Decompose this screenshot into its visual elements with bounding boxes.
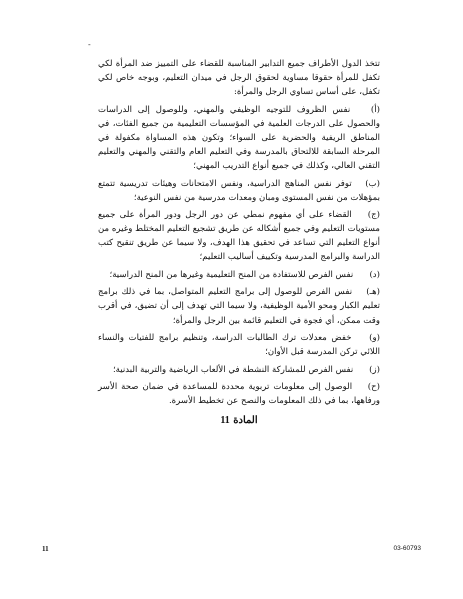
item-text: نفس الفرص للاستفادة من المنح التعليمية وغيرها من المنح الدراسية؛: [109, 269, 354, 280]
item-marker: (ز): [369, 364, 380, 375]
list-item: [98, 103, 380, 173]
item-marker: (د): [369, 269, 380, 280]
item-marker: (ح): [367, 382, 380, 393]
list-item: [98, 380, 380, 408]
list-item: [98, 208, 380, 264]
item-text: توفر نفس المناهج الدراسية، ونفس الامتحانات وهيئات تدريسية تتمتع بمؤهلات من نفس المستوى ومبان ومعدات مدرسية من نفس النوعية؛: [98, 178, 380, 203]
item-text: نفس الفرص للوصول إلى برامج التعليم المتواصل، بما في ذلك برامج تعليم الكبار ومحو الأمية الوظيفية، ولا سيما التي تهدف إلى أن تضيق، في أقرب وقت ممكن، أي فجوة في التعليم قائمة بين الرجل والمرأة؛: [98, 287, 380, 326]
article-label: المادة: [233, 415, 258, 427]
list-item: [98, 331, 380, 359]
item-text: خفض معدلات ترك الطالبات الدراسة، وتنظيم برامج للفتيات والنساء اللائي تركن المدرسة قبل الأوان؛: [98, 333, 380, 358]
item-marker: (ب): [365, 178, 380, 189]
intro-paragraph: تتخذ الدول الأطراف جميع التدابير المناسبة للقضاء على التمييز ضد المرأة لكي تكفل للمرأة حقوقا مساوية لحقوق الرجل في ميدان التعليم، وبوجه خاص لكي تكفل، على أساس تساوي الرجل والمرأة:: [98, 59, 380, 98]
list-item: [98, 363, 380, 377]
article-heading: [98, 414, 380, 428]
item-marker: (هـ): [366, 287, 380, 298]
item-marker: (أ): [370, 104, 381, 115]
item-text: الوصول إلى معلومات تربوية محددة للمساعدة في ضمان صحة الأسر ورفاهها، بما في ذلك المعلومات والنصح عن تخطيط الأسرة.: [98, 382, 380, 407]
list-item: [98, 268, 380, 282]
article-number: 11: [220, 415, 230, 427]
list-item: [98, 177, 380, 205]
list-item: [98, 285, 380, 327]
item-marker: (و): [369, 333, 380, 344]
document-code: 03-60793: [393, 545, 421, 552]
item-marker: (ج): [367, 210, 380, 221]
item-text: القضاء على أي مفهوم نمطي عن دور الرجل ودور المرأة على جميع مستويات التعليم وفي جميع أشكاله عن طريق تشجيع التعليم المختلط وغيره من أنواع التعليم التي تساعد في تحقيق هذا الهدف، ولا سيما عن طريق تنقيح كتب الدراسة والبرامج المدرسية وتكييف أساليب التعليم؛: [98, 210, 380, 263]
header-mark: -: [88, 40, 91, 49]
item-text: نفس الفرص للمشاركة النشطة في الألعاب الرياضية والتربية البدنية؛: [112, 364, 354, 375]
page-number: 11: [42, 545, 49, 553]
article-body: [98, 57, 380, 428]
item-text: نفس الظروف للتوجيه الوظيفي والمهني، وللوصول إلى الدراسات والحصول على الدرجات العلمية في المؤسسات التعليمية من جميع الفئات، في المناطق الريفية والحضرية على السواء؛ وتكون هذه المساواة مكفولة في المرحلة السابقة للالتحاق بالمدرسة وفي التعليم العام والتقني والمهني والتعليم التقني العالي، وكذلك في جميع أنواع التدريب المهني؛: [98, 104, 380, 172]
